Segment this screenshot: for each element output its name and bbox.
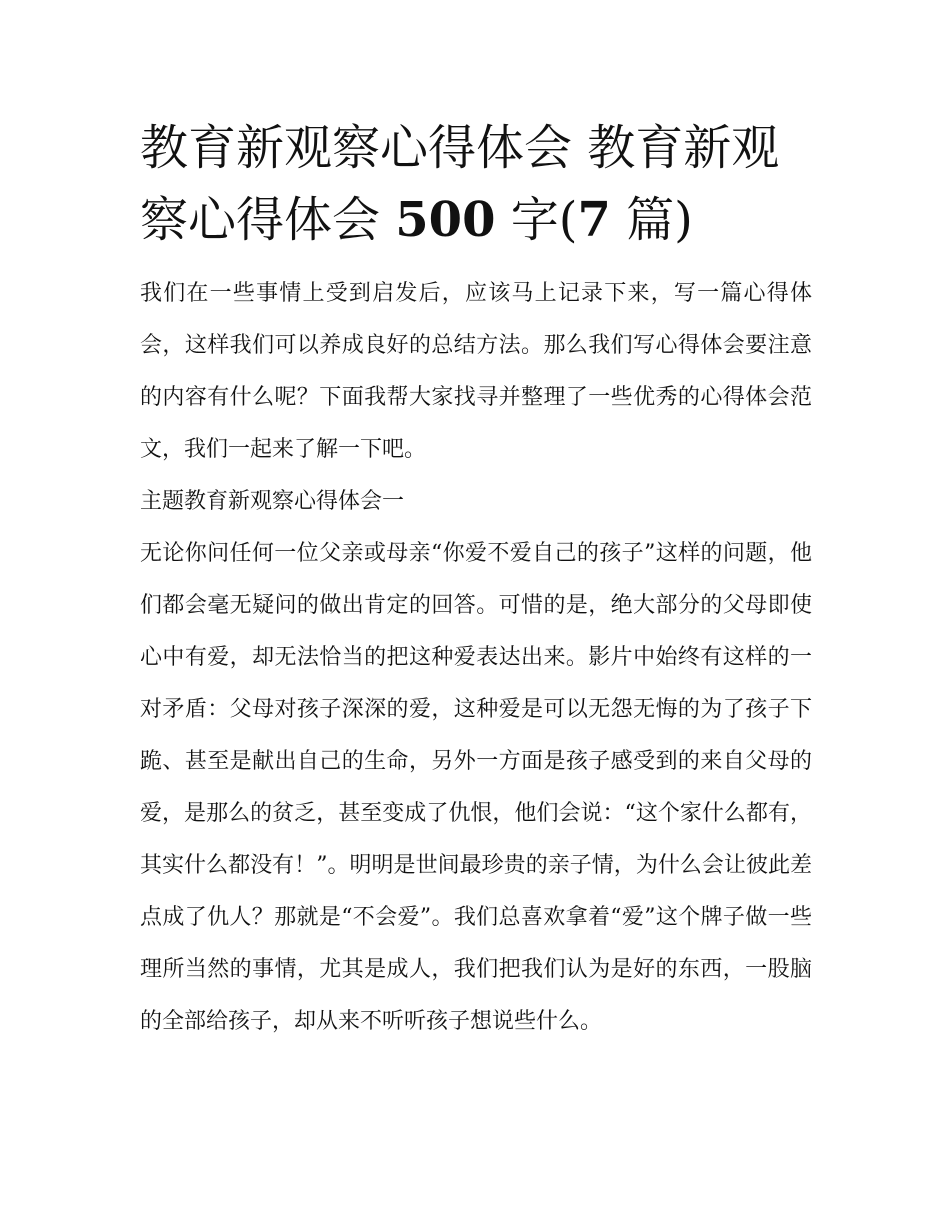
title-text-suffix: 篇) xyxy=(610,192,693,248)
document-title xyxy=(140,112,812,256)
title-article-count: 7 xyxy=(577,192,611,248)
section-heading: 主题教育新观察心得体会一 xyxy=(140,489,405,514)
document-page xyxy=(140,112,812,1048)
title-text-unit: 字( xyxy=(495,192,578,248)
title-text-main: 教育新观察心得体会 教育新观察心得体会 xyxy=(140,120,780,248)
title-word-count: 500 xyxy=(395,192,496,248)
intro-paragraph: 我们在一些事情上受到启发后，应该马上记录下来，写一篇心得体会，这样我们可以养成良好的总结方法。那么我们写心得体会要注意的内容有什么呢？下面我帮大家找寻并整理了一些优秀的心得体会范文，我们一起来了解一下吧。 xyxy=(140,281,812,462)
body-paragraph: 无论你问任何一位父亲或母亲“你爱不爱自己的孩子”这样的问题，他们都会毫无疑问的做出肯定的回答。可惜的是，绝大部分的父母即使心中有爱，却无法恰当的把这种爱表达出来。影片中始终有这样的一对矛盾：父母对孩子深深的爱，这种爱是可以无怨无悔的为了孩子下跪、甚至是献出自己的生命，另外一方面是孩子感受到的来自父母的爱，是那么的贫乏，甚至变成了仇恨，他们会说：“这个家什么都有，其实什么都没有！”。明明是世间最珍贵的亲子情，为什么会让彼此差点成了仇人？那就是“不会爱”。我们总喜欢拿着“爱”这个牌子做一些理所当然的事情，尤其是成人，我们把我们认为是好的东西，一股脑的全部给孩子，却从来不听听孩子想说些什么。 xyxy=(140,541,812,1034)
